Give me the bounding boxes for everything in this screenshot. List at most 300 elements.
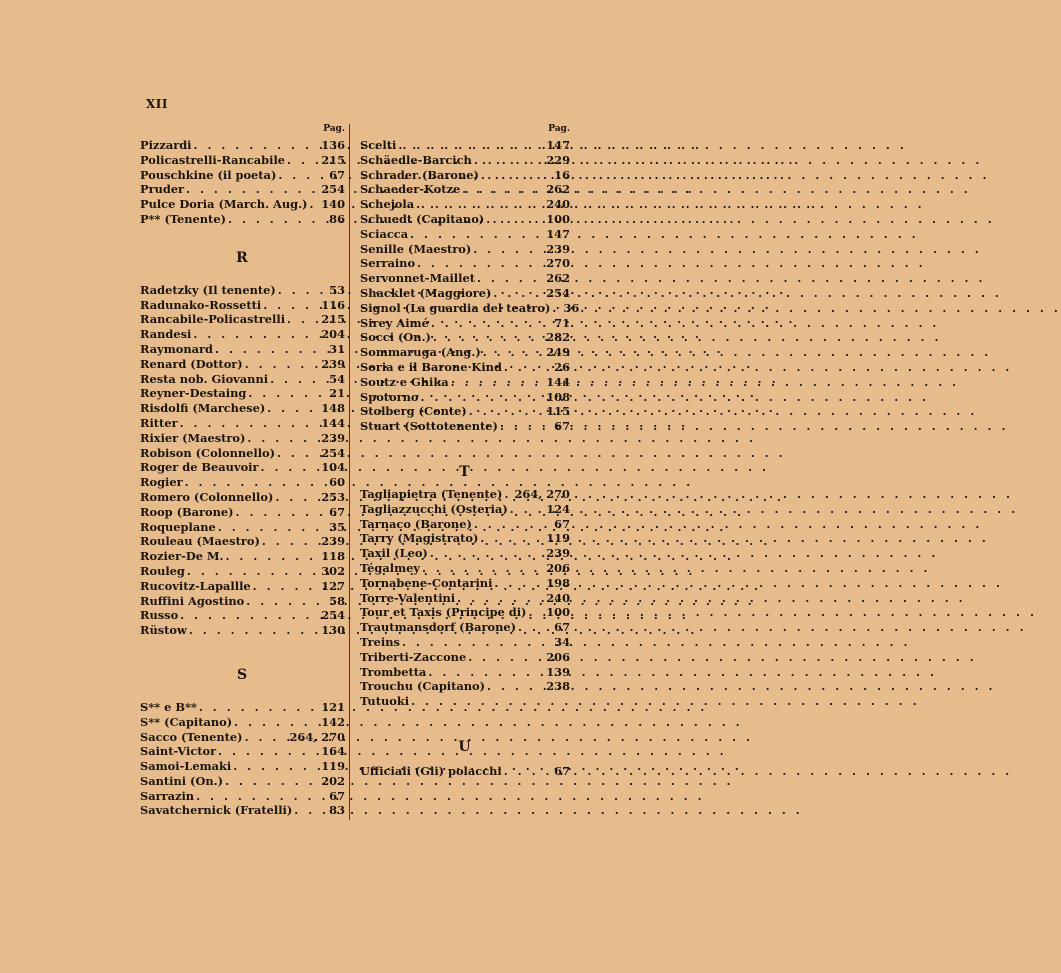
index-entry <box>360 605 570 620</box>
index-entry <box>140 342 345 357</box>
index-block-r <box>140 283 345 638</box>
entry-name: Rouleau (Maestro) <box>140 534 260 549</box>
index-entry <box>140 534 345 549</box>
index-entry <box>360 665 570 680</box>
entry-name: S** e B** <box>140 699 197 714</box>
dot-leader <box>183 475 324 490</box>
index-block-p <box>140 138 345 227</box>
index-entry <box>360 764 570 779</box>
entry-page: 215 <box>321 152 345 167</box>
dot-leader <box>508 502 543 517</box>
entry-page: 239 <box>321 430 345 445</box>
entry-page: 58 <box>329 593 345 608</box>
entry-page: 60 <box>329 475 345 490</box>
index-entry <box>360 300 580 316</box>
entry-page: 144 <box>546 374 570 389</box>
entry-name: Tornabene-Contarini <box>360 575 493 590</box>
dot-leader <box>194 789 324 804</box>
entry-name: Radunako-Rossetti <box>140 297 262 312</box>
entry-name: Treins <box>360 634 400 649</box>
dot-leader <box>475 271 543 286</box>
dot-leader <box>234 505 324 520</box>
index-entry <box>140 153 345 168</box>
dot-leader <box>245 431 318 446</box>
index-entry <box>360 316 570 331</box>
dot-leader <box>502 764 549 779</box>
letter-heading-r: R <box>236 249 249 266</box>
index-entry <box>360 271 570 286</box>
dot-leader <box>428 546 543 561</box>
entry-page: 34 <box>554 634 570 649</box>
entry-name: Trautmansdorf (Barone) <box>360 620 517 635</box>
entry-name: Torre-Valentini <box>360 590 456 605</box>
dot-leader <box>472 517 549 532</box>
dot-leader <box>184 182 318 197</box>
entry-name: Sarrazin <box>140 788 195 803</box>
index-entry <box>140 594 345 609</box>
entry-page: 67 <box>554 620 570 635</box>
page-number: XII <box>146 97 169 111</box>
entry-name: Risdolfi (Marchese) <box>140 401 266 416</box>
entry-page: 198 <box>546 575 570 590</box>
entry-page: 100 <box>546 211 570 226</box>
entry-name: Signol (La guardia del teatro) <box>360 300 551 315</box>
entry-name: Rouleg <box>140 563 185 578</box>
dot-leader <box>292 803 324 818</box>
index-entry <box>360 679 570 694</box>
dot-leader <box>429 316 549 331</box>
dot-leader <box>251 579 319 594</box>
index-entry <box>140 564 345 579</box>
entry-name: Reyner-Destaing <box>140 386 247 401</box>
entry-page: 270 <box>546 256 570 271</box>
dot-leader <box>261 298 318 313</box>
dot-leader <box>185 564 318 579</box>
entry-name: Ufficiali (Gli) polacchi <box>360 763 502 778</box>
entry-name: Radetzky (Il tenente) <box>140 282 276 297</box>
dot-leader <box>260 534 318 549</box>
entry-page: 264, 270 <box>514 486 570 501</box>
entry-page: 115 <box>546 404 570 419</box>
entry-page: 31 <box>329 341 345 356</box>
index-entry <box>140 138 345 153</box>
entry-page: 144 <box>321 415 345 430</box>
dot-leader <box>197 700 318 715</box>
dot-leader <box>223 774 318 789</box>
entry-name: Ritter <box>140 415 178 430</box>
entry-page: 238 <box>546 679 570 694</box>
entry-name: Socci (On.) <box>360 330 431 345</box>
index-entry <box>140 505 345 520</box>
index-entry <box>360 138 570 153</box>
entry-name: Ruffini Agostino <box>140 593 245 608</box>
index-entry <box>360 153 570 168</box>
index-entry <box>360 546 570 561</box>
entry-name: Resta nob. Giovanni <box>140 371 269 386</box>
index-entry <box>360 502 570 517</box>
entry-name: Serraino <box>360 256 416 271</box>
entry-page: 127 <box>321 578 345 593</box>
dot-leader <box>431 330 543 345</box>
index-block-s-continued <box>360 138 580 434</box>
index-entry <box>360 694 570 709</box>
dot-leader <box>526 605 543 620</box>
entry-name: Rixier (Maestro) <box>140 430 246 445</box>
entry-name: Tour et Taxis (Principe di) <box>360 605 527 620</box>
entry-page: 119 <box>321 759 345 774</box>
dot-leader <box>243 730 287 745</box>
dot-leader <box>285 153 318 168</box>
entry-name: Russo <box>140 608 179 623</box>
entry-page: 116 <box>321 297 345 312</box>
entry-name: Stolberg (Conte) <box>360 404 467 419</box>
entry-name: Pizzardi <box>140 138 192 152</box>
index-entry <box>140 298 345 313</box>
entry-page: 147 <box>546 226 570 241</box>
index-entry <box>360 620 570 635</box>
index-entry <box>140 715 345 730</box>
index-entry <box>360 650 570 665</box>
entry-page: 26 <box>554 359 570 374</box>
entry-page: 282 <box>546 330 570 345</box>
index-entry <box>360 531 570 546</box>
entry-name: Tutuoki <box>360 694 410 709</box>
entry-name: Rozier-De M. <box>140 549 224 564</box>
entry-name: Tégalmey <box>360 560 421 575</box>
entry-name: Trombetta <box>360 664 427 679</box>
index-entry <box>360 635 570 650</box>
dot-leader <box>455 591 543 606</box>
letter-heading-u: U <box>458 738 472 755</box>
entry-name: Pruder <box>140 182 185 197</box>
index-entry <box>140 520 345 535</box>
entry-name: Rogier <box>140 475 183 490</box>
index-entry <box>140 283 345 298</box>
entry-name: Schrader (Barone) <box>360 167 479 182</box>
index-entry <box>360 168 570 183</box>
entry-name: Schaeder-Kotze <box>360 182 461 197</box>
dot-leader <box>484 212 543 227</box>
dot-leader <box>178 608 318 623</box>
index-entry <box>140 197 345 212</box>
entry-page: 164 <box>321 744 345 759</box>
entry-name: Savatchernick (Fratelli) <box>140 803 293 818</box>
dot-leader <box>285 312 318 327</box>
index-entry <box>140 789 345 804</box>
index-entry <box>360 561 570 576</box>
index-entry <box>360 330 570 345</box>
entry-name: Rüstow <box>140 623 187 638</box>
dot-leader <box>400 635 549 650</box>
entry-name: Soutz e Ghika <box>360 374 449 389</box>
pag-label-right: Pag. <box>548 124 570 134</box>
dot-leader <box>216 520 324 535</box>
entry-page: 147 <box>546 138 570 152</box>
entry-page: 142 <box>321 714 345 729</box>
entry-name: Rucovitz-Lapallle <box>140 578 251 593</box>
index-entry <box>360 375 570 390</box>
entry-name: Romero (Colonnello) <box>140 489 274 504</box>
entry-page: 36 <box>563 300 580 315</box>
entry-page: 302 <box>321 563 345 578</box>
entry-name: Raymonard <box>140 341 214 356</box>
entry-page: 254 <box>321 608 345 623</box>
dot-leader <box>408 227 543 242</box>
index-block-u <box>360 764 570 779</box>
dot-leader <box>224 549 319 564</box>
entry-page: 121 <box>321 699 345 714</box>
dot-leader <box>471 242 543 257</box>
dot-leader <box>426 665 543 680</box>
dot-leader <box>191 327 318 342</box>
dot-leader <box>492 576 543 591</box>
index-column-left <box>140 124 345 818</box>
index-entry <box>140 549 345 564</box>
index-entry <box>140 357 345 372</box>
entry-name: Pulce Doria (March. Aug.) <box>140 197 308 212</box>
entry-page: 119 <box>546 531 570 546</box>
entry-page: 239 <box>321 534 345 549</box>
dot-leader <box>396 138 543 153</box>
dot-leader <box>276 168 324 183</box>
entry-page: 54 <box>329 371 345 386</box>
index-entry <box>360 286 570 301</box>
entry-name: Roger de Beauvoir <box>140 460 259 475</box>
entry-name: Robison (Colonnello) <box>140 445 276 460</box>
index-entry <box>140 623 345 638</box>
entry-page: 249 <box>546 345 570 360</box>
entry-page: 254 <box>321 445 345 460</box>
index-column-right <box>360 124 580 779</box>
entry-page: 239 <box>546 546 570 561</box>
dot-leader <box>409 694 549 709</box>
entry-name: Sciacca <box>360 226 409 241</box>
entry-page: 262 <box>546 182 570 197</box>
index-entry <box>140 327 345 342</box>
entry-name: Trouchu (Capitano) <box>360 679 486 694</box>
entry-page: 130 <box>321 623 345 638</box>
dot-leader <box>550 301 558 316</box>
entry-page: 100 <box>546 605 570 620</box>
entry-name: Taxil (Leo) <box>360 546 428 561</box>
index-entry <box>140 401 345 416</box>
entry-name: Tarnaco (Barone) <box>360 516 472 531</box>
entry-page: 139 <box>546 664 570 679</box>
index-entry <box>140 168 345 183</box>
index-entry <box>140 182 345 197</box>
dot-leader <box>232 715 318 730</box>
entry-page: 239 <box>546 241 570 256</box>
entry-page: 67 <box>329 788 345 803</box>
pag-label-left: Pag. <box>323 124 345 134</box>
entry-page: 21 <box>329 386 345 401</box>
index-entry <box>360 256 570 271</box>
dot-leader <box>265 401 318 416</box>
dot-leader <box>216 744 318 759</box>
entry-page: 67 <box>554 763 570 778</box>
dot-leader <box>192 138 319 153</box>
entry-page: 206 <box>546 560 570 575</box>
index-entry <box>140 579 345 594</box>
entry-name: Stuart (Sottotenente) <box>360 419 498 434</box>
index-entry <box>140 700 345 715</box>
entry-name: Rancabile-Policastrelli <box>140 312 286 327</box>
entry-page: 67 <box>329 167 345 182</box>
entry-page: 204 <box>321 327 345 342</box>
entry-name: Policastrelli-Rancabile <box>140 152 286 167</box>
dot-leader <box>478 531 543 546</box>
index-entry <box>360 576 570 591</box>
index-entry <box>140 730 345 745</box>
dot-leader <box>498 419 549 434</box>
index-entry <box>140 608 345 623</box>
index-entry <box>360 591 570 606</box>
entry-page: 264, 270 <box>289 729 345 744</box>
entry-page: 124 <box>546 501 570 516</box>
entry-page: 86 <box>329 211 345 226</box>
dot-leader <box>268 372 324 387</box>
entry-page: 136 <box>321 138 345 152</box>
dot-leader <box>502 360 549 375</box>
index-entry <box>360 242 570 257</box>
dot-leader <box>226 212 324 227</box>
dot-leader <box>481 345 543 360</box>
dot-leader <box>259 460 319 475</box>
dot-leader <box>460 182 543 197</box>
entry-name: Pouschkine (il poeta) <box>140 167 277 182</box>
index-entry <box>360 227 570 242</box>
dot-leader <box>275 446 318 461</box>
dot-leader <box>307 197 318 212</box>
entry-page: 254 <box>321 182 345 197</box>
entry-name: Schuedt (Capitano) <box>360 211 485 226</box>
entry-page: 67 <box>329 504 345 519</box>
dot-leader <box>414 197 543 212</box>
entry-page: 67 <box>554 419 570 434</box>
entry-name: P** (Tenente) <box>140 211 226 226</box>
index-entry <box>360 419 570 434</box>
letter-heading-t: T <box>459 463 471 480</box>
index-entry <box>140 446 345 461</box>
entry-page: 239 <box>321 356 345 371</box>
dot-leader <box>213 342 324 357</box>
index-entry <box>360 360 570 375</box>
entry-name: Servonnet-Maillet <box>360 271 475 286</box>
entry-page: 53 <box>329 282 345 297</box>
index-entry <box>360 517 570 532</box>
index-entry <box>360 212 570 227</box>
index-entry <box>140 744 345 759</box>
dot-leader <box>516 620 549 635</box>
dot-leader <box>449 375 544 390</box>
entry-page: 16 <box>554 167 570 182</box>
dot-leader <box>415 256 543 271</box>
dot-leader <box>502 487 511 502</box>
dot-leader <box>485 679 543 694</box>
index-block-s <box>140 700 345 818</box>
letter-heading-s: S <box>236 666 249 683</box>
entry-page: 148 <box>321 401 345 416</box>
index-entry <box>140 490 345 505</box>
entry-page: 118 <box>321 549 345 564</box>
entry-name: Saint-Victor <box>140 744 217 759</box>
entry-name: Schejola <box>360 197 415 212</box>
entry-name: S** (Capitano) <box>140 714 233 729</box>
entry-name: Samoi-Lemaki <box>140 759 232 774</box>
dot-leader <box>419 390 544 405</box>
entry-page: 262 <box>546 271 570 286</box>
entry-name: Schäedle-Barcich <box>360 152 472 167</box>
dot-leader <box>276 283 324 298</box>
dot-leader <box>244 594 324 609</box>
index-entry <box>140 386 345 401</box>
index-entry <box>140 460 345 475</box>
dot-leader <box>420 561 543 576</box>
index-entry <box>360 404 570 419</box>
index-entry <box>360 390 570 405</box>
entry-name: Tagliazzucchi (Osteria) <box>360 501 508 516</box>
entry-name: Tarry (Magistrato) <box>360 531 479 546</box>
dot-leader <box>246 386 324 401</box>
dot-leader <box>472 153 543 168</box>
entry-page: 229 <box>546 152 570 167</box>
entry-name: Triberti-Zaccone <box>360 649 467 664</box>
index-entry <box>360 197 570 212</box>
entry-page: 104 <box>321 460 345 475</box>
entry-page: 215 <box>321 312 345 327</box>
entry-name: Sacco (Tenente) <box>140 729 243 744</box>
entry-page: 83 <box>329 803 345 818</box>
entry-name: Senille (Maestro) <box>360 241 472 256</box>
index-entry <box>140 759 345 774</box>
entry-name: Sommaruga (Ang.) <box>360 345 481 360</box>
dot-leader <box>491 286 543 301</box>
entry-page: 253 <box>321 489 345 504</box>
index-entry <box>140 212 345 227</box>
entry-name: Tagliapietra (Tenente) <box>360 486 503 501</box>
entry-name: Shacklet (Maggiore) <box>360 285 492 300</box>
dot-leader <box>467 404 543 419</box>
dot-leader <box>466 650 543 665</box>
entry-name: Sirey Aimé <box>360 315 429 330</box>
index-entry <box>360 345 570 360</box>
entry-page: 35 <box>329 519 345 534</box>
index-entry <box>140 372 345 387</box>
index-entry <box>360 487 570 502</box>
entry-name: Spotorno <box>360 389 419 404</box>
entry-page: 206 <box>546 649 570 664</box>
entry-page: 140 <box>321 197 345 212</box>
dot-leader <box>187 623 318 638</box>
entry-page: 240 <box>546 590 570 605</box>
entry-name: Renard (Dottor) <box>140 356 243 371</box>
entry-page: 67 <box>554 516 570 531</box>
entry-name: Soria e il Barone Kind <box>360 359 502 374</box>
entry-name: Randesi <box>140 327 192 342</box>
dot-leader <box>231 759 318 774</box>
entry-page: 71 <box>554 315 570 330</box>
dot-leader <box>243 357 319 372</box>
entry-page: 108 <box>546 389 570 404</box>
index-entry <box>140 475 345 490</box>
dot-leader <box>178 416 319 431</box>
entry-page: 254 <box>546 285 570 300</box>
dot-leader <box>273 490 318 505</box>
index-entry <box>140 312 345 327</box>
entry-name: Santini (On.) <box>140 773 223 788</box>
entry-name: Roop (Barone) <box>140 504 234 519</box>
entry-name: Scelti <box>360 138 397 152</box>
